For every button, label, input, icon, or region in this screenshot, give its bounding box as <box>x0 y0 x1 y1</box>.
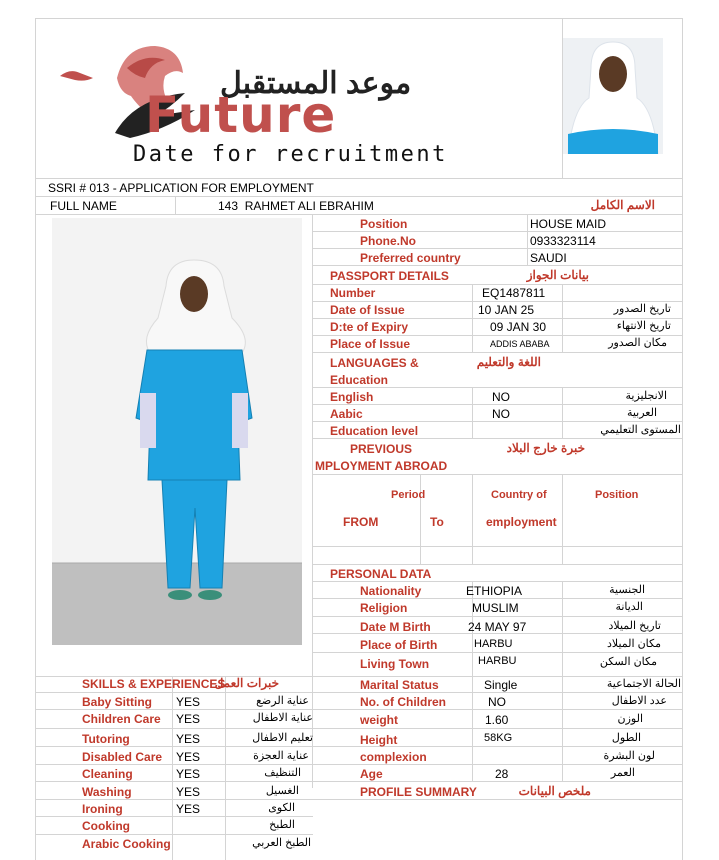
full-name-arabic: الاسم الكامل <box>590 198 655 212</box>
position-header: Position <box>595 489 639 501</box>
skill-row-value: YES <box>176 785 201 799</box>
phone-value: 0933323114 <box>530 234 596 248</box>
personal-title: PERSONAL DATA <box>330 567 432 581</box>
from-header: FROM <box>343 515 379 529</box>
skill-row-value: YES <box>176 732 201 746</box>
passport-row-arabic: تاريخ الانتهاء <box>616 320 671 332</box>
skill-row-arabic: التنظيف <box>264 767 301 779</box>
personal-row-value: 1.60 <box>485 713 509 727</box>
skill-row-arabic: عناية العجزة <box>253 750 309 762</box>
skill-row-arabic: الغسيل <box>265 785 299 797</box>
passport-row-arabic: مكان الصدور <box>608 337 667 349</box>
passport-row-value: 10 JAN 25 <box>478 303 535 317</box>
applicant-photo-full <box>52 218 302 645</box>
passport-row-value: 09 JAN 30 <box>490 320 547 334</box>
phone-label: Phone.No <box>360 234 416 248</box>
skill-row-label: Disabled Care <box>82 750 163 764</box>
skill-row-arabic: عناية الاطفال <box>252 712 313 724</box>
personal-row-arabic: الديانة <box>615 601 643 613</box>
language-row-arabic: الانجليزية <box>625 390 667 402</box>
personal-row-label: Place of Birth <box>360 638 438 652</box>
language-row-label: Education level <box>330 424 419 438</box>
personal-row-arabic: مكان السكن <box>599 656 657 668</box>
personal-row-arabic: مكان الميلاد <box>606 638 661 650</box>
personal-row-arabic: لون البشرة <box>603 750 655 762</box>
personal-row-value: NO <box>488 695 506 709</box>
full-name-label: FULL NAME <box>50 199 117 213</box>
skill-row-arabic: عناية الرضع <box>256 695 309 707</box>
skill-row-arabic: الكوى <box>268 802 295 814</box>
skills-title: SKILLS & EXPERIENCES <box>82 677 226 691</box>
applicant-photo-small <box>563 38 663 154</box>
personal-row-arabic: الجنسية <box>609 584 645 596</box>
personal-row-value: HARBU <box>478 655 517 667</box>
personal-row-arabic: الطول <box>611 732 641 744</box>
preferred-country-label: Preferred country <box>360 251 461 265</box>
personal-row-value: MUSLIM <box>472 601 519 615</box>
skill-row-arabic: تعليم الاطفال <box>252 732 313 744</box>
full-name-value: 143 RAHMET ALI EBRAHIM <box>218 199 374 213</box>
personal-row-label: Date M Birth <box>360 620 431 634</box>
languages-title: LANGUAGES & <box>330 356 419 370</box>
personal-row-label: No. of Children <box>360 695 446 709</box>
language-row-arabic: العربية <box>626 407 657 419</box>
language-row-value: NO <box>492 390 510 404</box>
languages-title-education: Education <box>330 373 389 387</box>
skill-row-arabic: الطبخ العربي <box>252 837 311 849</box>
personal-row-value: 58KG <box>484 732 513 744</box>
personal-row-label: Nationality <box>360 584 422 598</box>
language-row-value: NO <box>492 407 510 421</box>
personal-row-label: Religion <box>360 601 408 615</box>
passport-title-arabic: بيانات الجواز <box>526 268 589 282</box>
passport-row-value: EQ1487811 <box>482 286 546 300</box>
logo <box>55 38 475 168</box>
personal-row-value: HARBU <box>474 638 513 650</box>
passport-row-label: Date of Issue <box>330 303 405 317</box>
skill-row-value: YES <box>176 767 201 781</box>
personal-row-arabic: العمر <box>610 767 635 779</box>
skill-row-label: Children Care <box>82 712 161 726</box>
skill-row-value: YES <box>176 802 201 816</box>
form-title: SSRI # 013 - APPLICATION FOR EMPLOYMENT <box>48 181 314 195</box>
language-row-label: English <box>330 390 374 404</box>
language-row-arabic: المستوى التعليمي <box>600 424 681 436</box>
profile-summary-label: PROFILE SUMMARY <box>360 785 477 799</box>
personal-row-label: Living Town <box>360 657 430 671</box>
previous-title: PREVIOUS <box>350 442 413 456</box>
skill-row-label: Washing <box>82 785 132 799</box>
skill-row-label: Cooking <box>82 819 130 833</box>
personal-row-label: Age <box>360 767 383 781</box>
personal-row-value: Single <box>484 678 518 692</box>
passport-title: PASSPORT DETAILS <box>330 269 449 283</box>
period-header: Period <box>391 489 426 501</box>
logo-tagline: Date for recruitment <box>133 142 448 167</box>
previous-title-arabic: خبرة خارج البلاد <box>506 441 585 455</box>
personal-row-arabic: عدد الاطفال <box>611 695 667 707</box>
skill-row-label: Ironing <box>82 802 123 816</box>
employment-header: employment <box>486 515 557 529</box>
skill-row-value: YES <box>176 695 201 709</box>
passport-row-arabic: تاريخ الصدور <box>613 303 671 315</box>
skills-title-arabic: خبرات العمل <box>214 676 279 690</box>
logo-arabic: موعد المستقبل <box>220 67 412 100</box>
personal-row-label: weight <box>360 713 398 727</box>
personal-row-value: 24 MAY 97 <box>468 620 527 634</box>
personal-row-arabic: تاريخ الميلاد <box>608 620 661 632</box>
profile-summary-arabic: ملخص البيانات <box>518 784 591 798</box>
skill-row-label: Arabic Cooking <box>82 837 171 851</box>
skill-row-label: Tutoring <box>82 732 130 746</box>
skill-row-value: YES <box>176 712 201 726</box>
personal-row-arabic: الوزن <box>617 713 643 725</box>
skill-row-label: Baby Sitting <box>82 695 153 709</box>
position-label: Position <box>360 217 408 231</box>
skill-row-arabic: الطبخ <box>269 819 295 831</box>
personal-row-value: ETHIOPIA <box>466 584 523 598</box>
personal-row-label: Marital Status <box>360 678 439 692</box>
personal-row-arabic: الحالة الاجتماعية <box>606 678 681 690</box>
passport-row-label: D:te of Expiry <box>330 320 409 334</box>
position-value: HOUSE MAID <box>530 217 607 231</box>
preferred-country-value: SAUDI <box>530 251 567 265</box>
country-of-header: Country of <box>491 489 547 501</box>
portrait-icon <box>563 38 663 154</box>
languages-title-arabic: اللغة والتعليم <box>476 355 541 369</box>
personal-row-value: 28 <box>495 767 509 781</box>
passport-row-value: ADDIS ABABA <box>490 339 550 349</box>
personal-row-label: Height <box>360 733 398 747</box>
passport-row-label: Place of Issue <box>330 337 411 351</box>
passport-row-label: Number <box>330 286 376 300</box>
skill-row-value: YES <box>176 750 201 764</box>
language-row-label: Aabic <box>330 407 363 421</box>
full-body-photo-icon <box>52 218 302 645</box>
logo-future: Future <box>145 86 337 144</box>
skill-row-label: Cleaning <box>82 767 133 781</box>
previous-title-abroad: MPLOYMENT ABROAD <box>315 459 448 473</box>
to-header: To <box>430 515 444 529</box>
personal-row-label: complexion <box>360 750 427 764</box>
